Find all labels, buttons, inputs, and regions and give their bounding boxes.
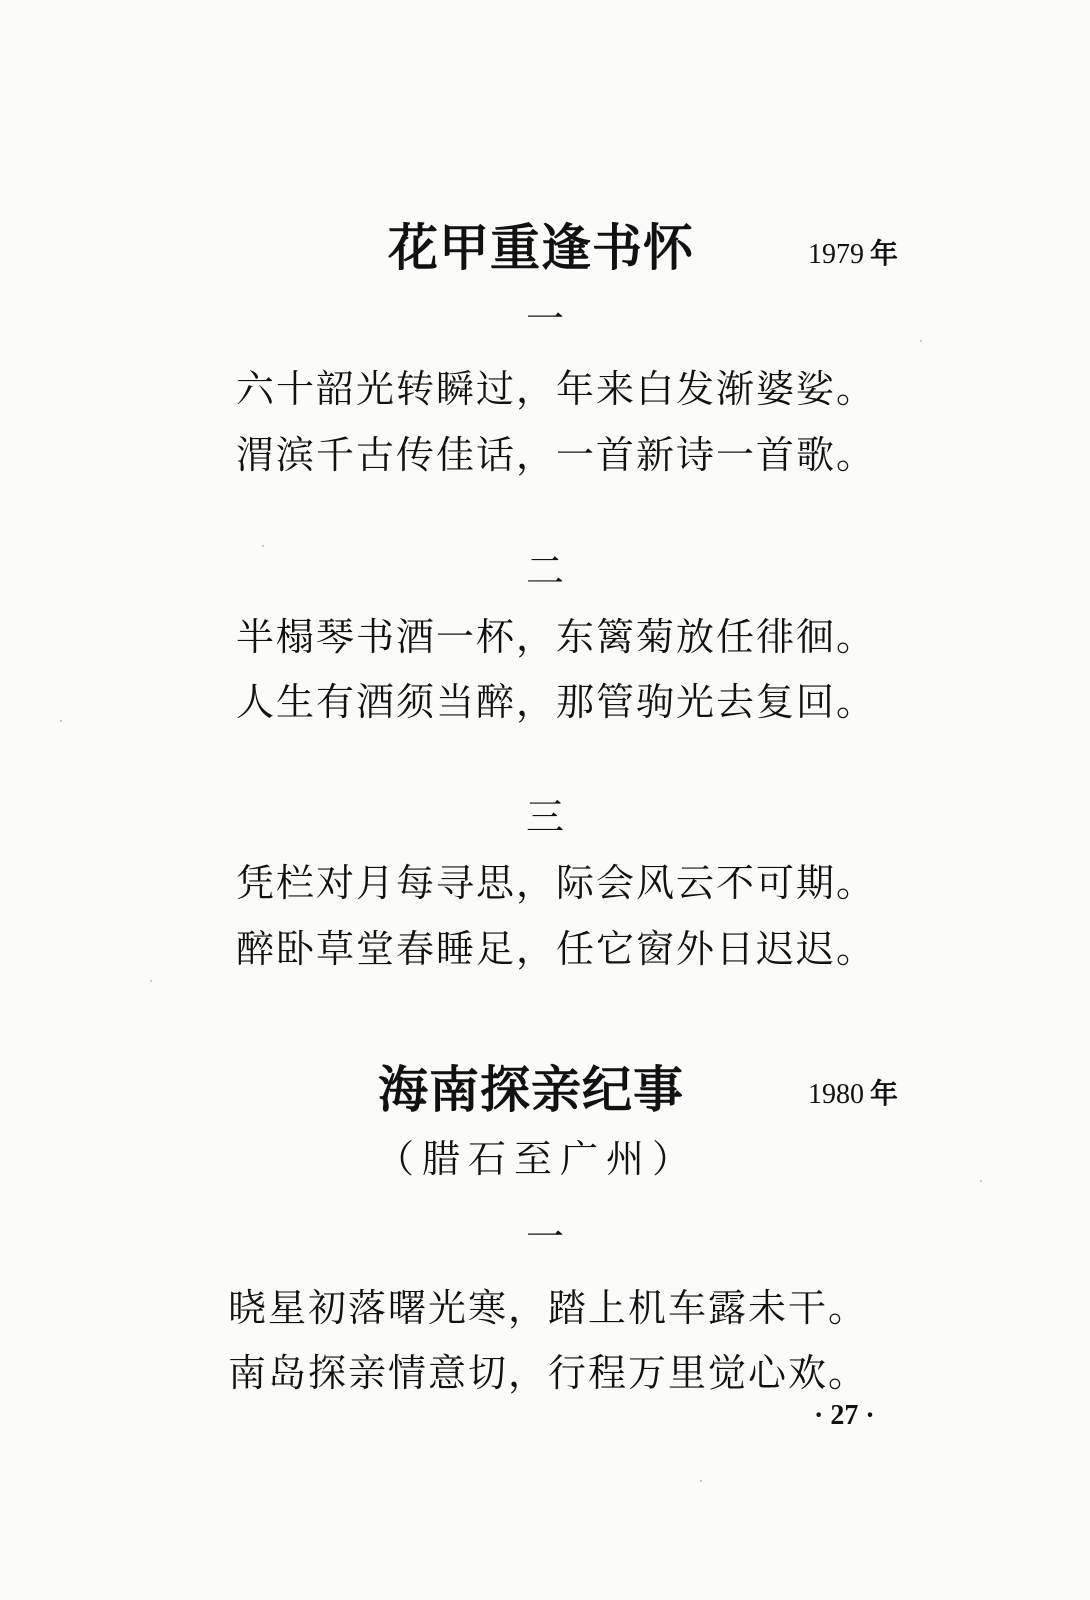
scan-speck [150, 980, 152, 982]
poem2-year [808, 1072, 898, 1112]
poem1-section-1-line-2: 渭滨千古传佳话，一首新诗一首歌。 [236, 433, 877, 477]
poem2-section-1-number: 一 [525, 1215, 564, 1259]
poem2-year-unit: 年 [870, 1079, 899, 1110]
poem2-section-1-line-1: 晓星初落曙光寒，踏上机车露未干。 [228, 1286, 869, 1330]
poem1-section-3-line-2: 醉卧草堂春睡足，任它窗外日迟迟。 [236, 927, 877, 971]
poem1-year [808, 232, 898, 272]
poem1-section-3-number: 三 [525, 795, 564, 839]
poem1-section-2-number: 二 [525, 549, 564, 593]
poem2-subtitle: （腊石至广州） [376, 1137, 699, 1181]
scan-speck [700, 1480, 702, 1482]
scan-speck [262, 545, 264, 547]
poem1-section-1-number: 一 [525, 297, 564, 341]
poem2-section-1-line-2: 南岛探亲情意切，行程万里觉心欢。 [228, 1351, 869, 1395]
scan-speck [60, 720, 62, 722]
page-number: · 27 · [814, 1400, 875, 1431]
poem1-year-unit: 年 [870, 239, 899, 270]
scan-speck [920, 340, 922, 342]
poem1-section-2-line-2: 人生有酒须当醉，那管驹光去复回。 [236, 680, 877, 724]
scan-speck [980, 1180, 982, 1182]
poem1-year-number: 1979 [808, 239, 864, 270]
poem1-section-2-line-1: 半榻琴书酒一杯，东篱菊放任徘徊。 [236, 615, 877, 659]
poem2-title: 海南探亲纪事 [378, 1060, 684, 1119]
poem1-section-3-line-1: 凭栏对月每寻思，际会风云不可期。 [236, 861, 877, 905]
poem1-section-1-line-1: 六十韶光转瞬过，年来白发渐婆娑。 [236, 367, 877, 411]
poem1-title: 花甲重逢书怀 [388, 218, 694, 277]
poem2-year-number: 1980 [808, 1079, 864, 1110]
